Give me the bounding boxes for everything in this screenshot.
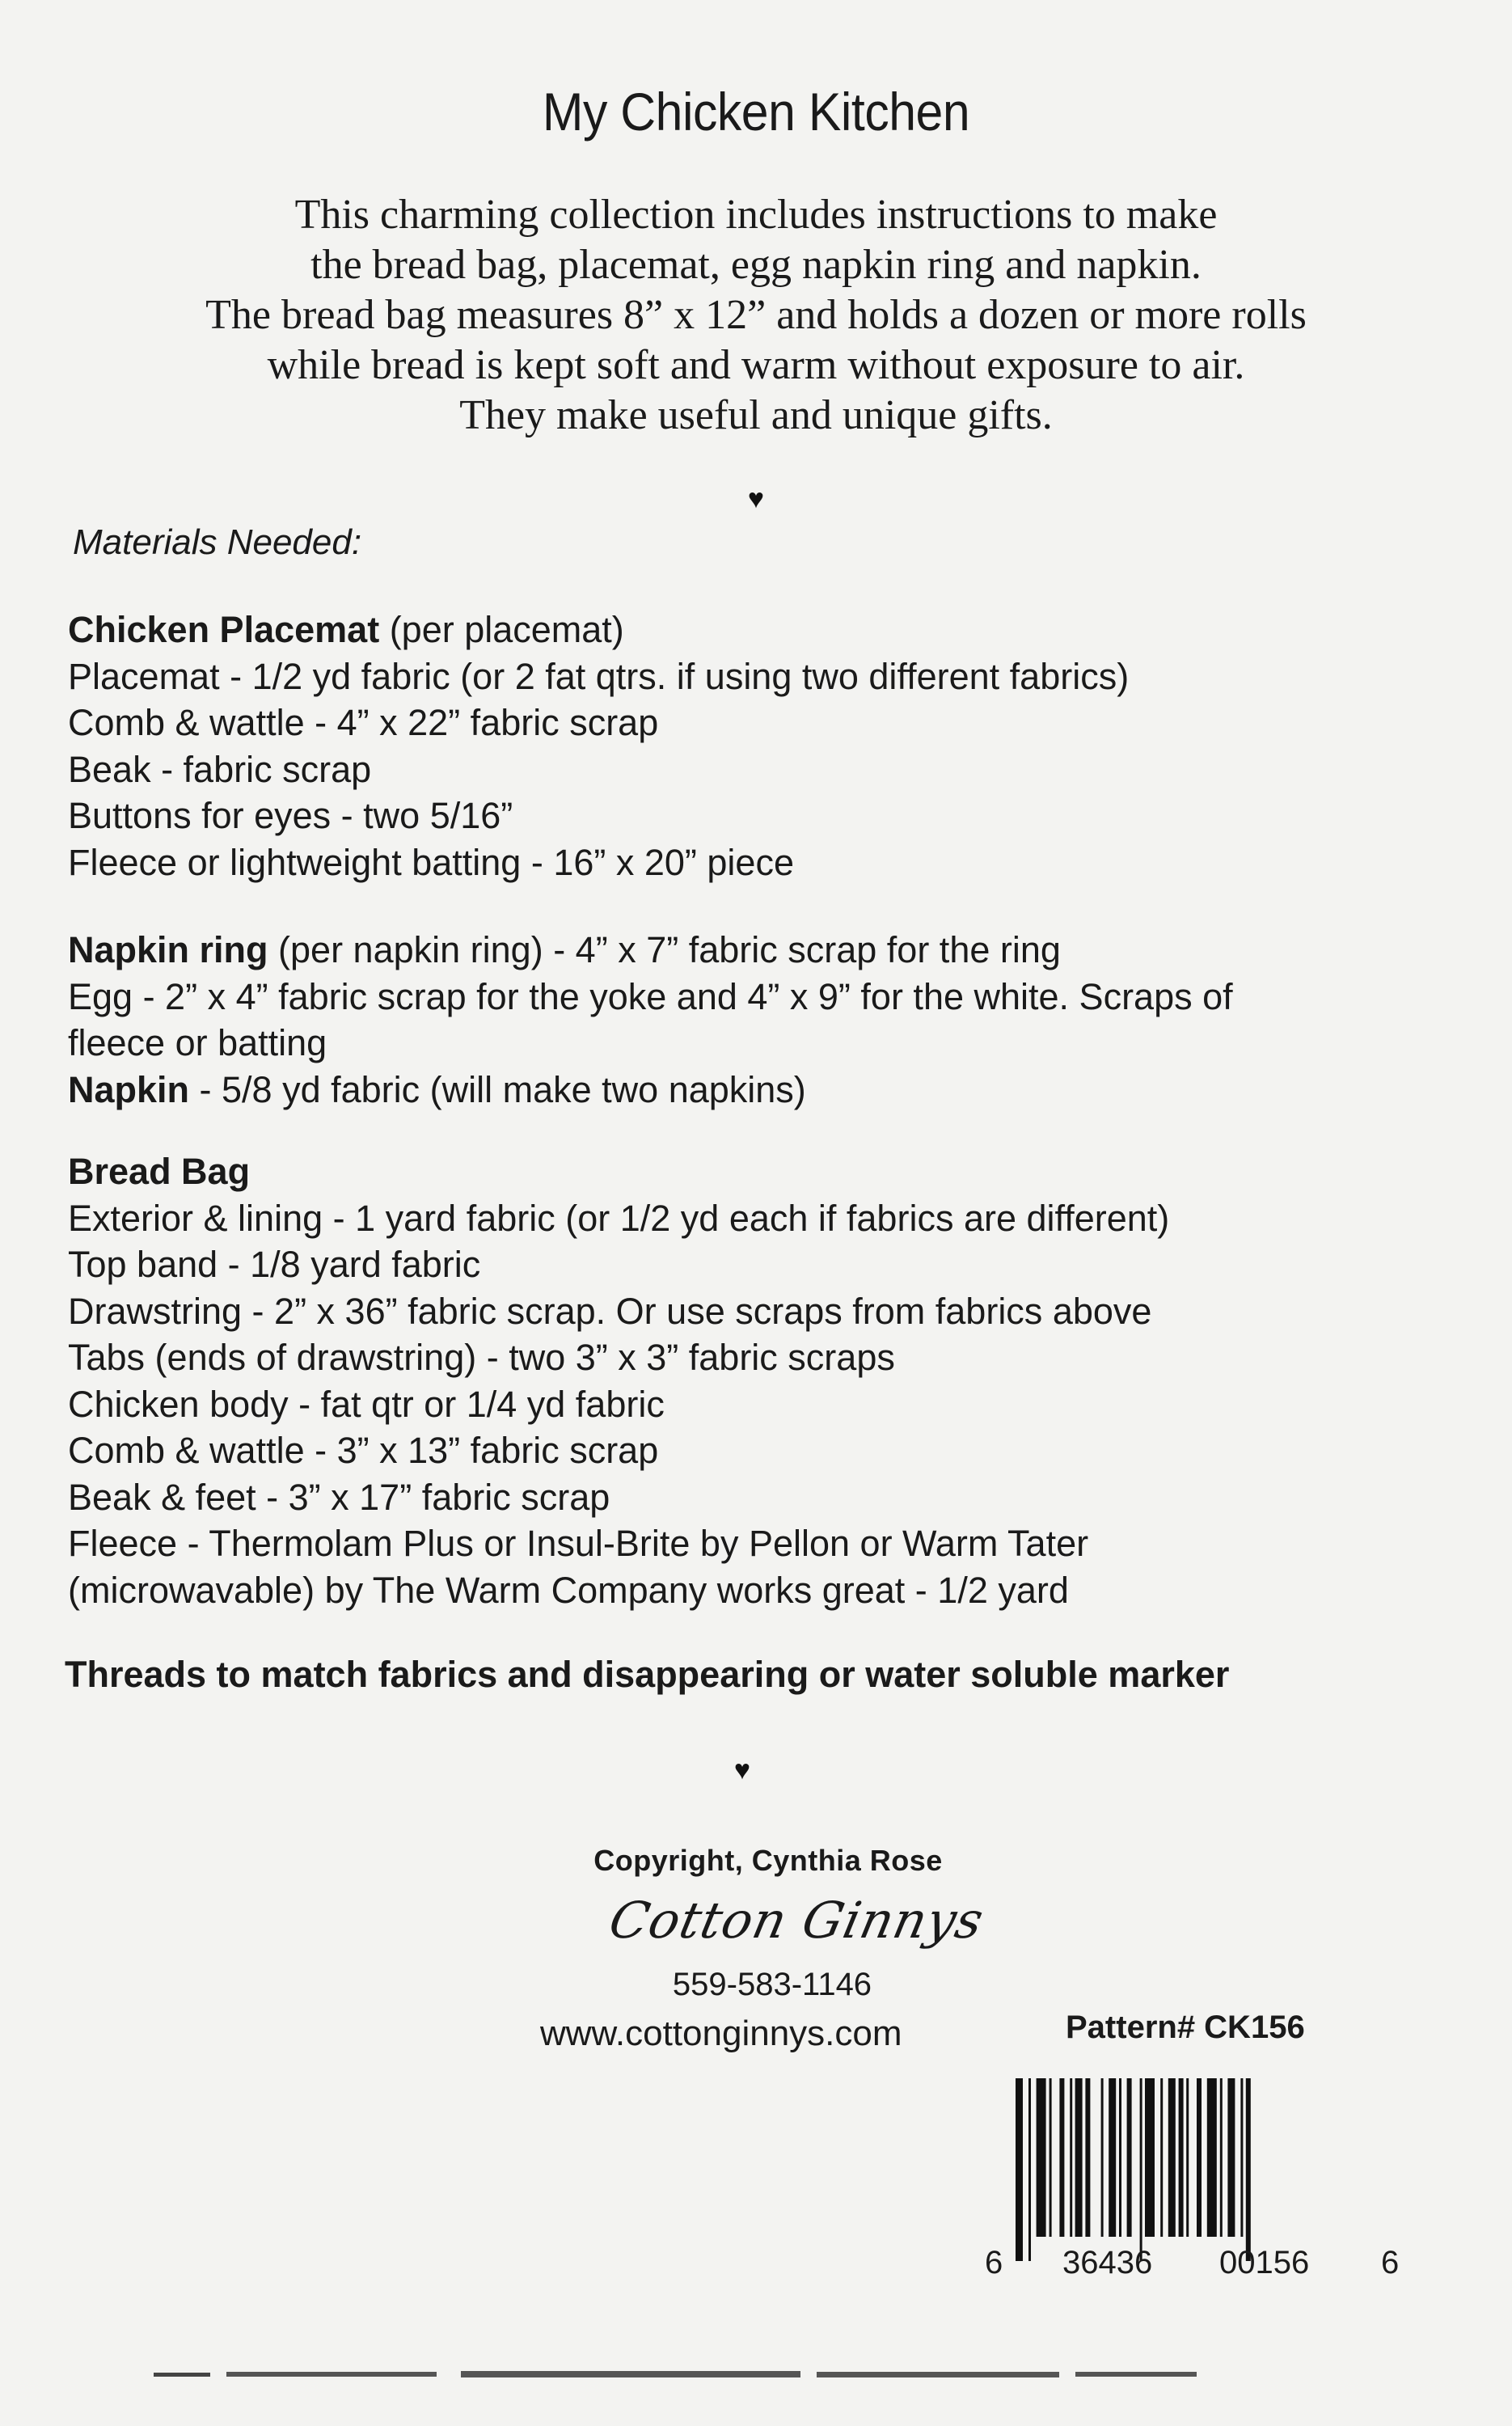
barcode-bar	[1119, 2078, 1121, 2237]
pattern-number: Pattern# CK156	[1066, 2010, 1305, 2045]
barcode-bar	[1109, 2078, 1116, 2237]
napkin-ring-heading: Napkin ring	[68, 929, 268, 970]
barcode-bar	[1016, 2078, 1023, 2261]
placemat-heading: Chicken Placemat	[68, 609, 380, 650]
barcode-bar	[1220, 2078, 1223, 2237]
list-item: Comb & wattle - 4” x 22” fabric scrap	[68, 702, 659, 743]
barcode-digit: 6	[1381, 2245, 1400, 2280]
threads-note: Threads to match fabrics and disappearing or water soluble marker	[65, 1654, 1230, 1695]
phone-number: 559-583-1146	[672, 1967, 872, 2002]
barcode-bar	[1240, 2078, 1243, 2237]
barcode-bar	[1028, 2078, 1031, 2261]
barcode-bar	[1140, 2078, 1142, 2261]
barcode-bar	[1059, 2078, 1064, 2237]
barcode-digit: 6	[985, 2245, 1003, 2280]
intro-line: They make useful and unique gifts.	[459, 392, 1053, 438]
list-item: Buttons for eyes - two 5/16”	[68, 795, 513, 836]
placemat-section	[68, 606, 1459, 885]
barcode-bar	[1227, 2078, 1235, 2237]
napkin-ring-section	[68, 927, 1329, 1113]
list-item: Fleece - Thermolam Plus or Insul-Brite by Pellon or Warm Tater	[68, 1523, 1089, 1564]
barcode-bar	[1207, 2078, 1217, 2237]
bleed-through-strip	[154, 2369, 1221, 2381]
barcode-bar	[1050, 2078, 1052, 2237]
barcode-bar	[1070, 2078, 1072, 2237]
intro-paragraph	[81, 190, 1431, 441]
intro-line: the bread bag, placemat, egg napkin ring and napkin.	[310, 242, 1202, 288]
barcode-bar	[1085, 2078, 1090, 2237]
placemat-heading-note: (per placemat)	[379, 609, 624, 650]
placemat-heading-line	[68, 606, 1459, 653]
intro-line: This charming collection includes instructions to make	[294, 192, 1218, 238]
barcode-bar	[1037, 2078, 1046, 2237]
barcode-bar	[1179, 2078, 1184, 2237]
heart-divider-icon: ♥	[733, 1755, 751, 1786]
website-link[interactable]: www.cottonginnys.com	[540, 2014, 902, 2053]
list-item: Tabs (ends of drawstring) - two 3” x 3” fabric scraps	[68, 1337, 895, 1378]
barcode-bar	[1075, 2078, 1083, 2237]
list-item: Fleece or lightweight batting - 16” x 20” piece	[68, 841, 794, 883]
materials-label: Materials Needed:	[73, 522, 362, 562]
barcode-icon	[1011, 2078, 1383, 2272]
heart-divider-icon: ♥	[747, 484, 765, 514]
barcode-bar	[1101, 2078, 1104, 2237]
list-item: Placemat - 1/2 yd fabric (or 2 fat qtrs. if using two different fabrics)	[68, 655, 1130, 697]
list-item: Beak & feet - 3” x 17” fabric scrap	[68, 1476, 610, 1518]
barcode-bar	[1168, 2078, 1176, 2237]
list-item: Egg - 2” x 4” fabric scrap for the yoke and 4” x 9” for the white. Scraps of fleece or batting	[68, 975, 1233, 1063]
list-item: Beak - fabric scrap	[68, 748, 372, 790]
napkin-ring-heading-note: (per napkin ring) - 4” x 7” fabric scrap for the ring	[268, 929, 1061, 970]
barcode-bar	[1186, 2078, 1189, 2237]
barcode-digit: 36436	[1062, 2245, 1153, 2280]
list-item: Comb & wattle - 3” x 13” fabric scrap	[68, 1430, 659, 1471]
napkin-heading: Napkin	[68, 1068, 190, 1110]
intro-line: The bread bag measures 8” x 12” and holds a dozen or more rolls	[205, 292, 1307, 338]
list-item: Drawstring - 2” x 36” fabric scrap. Or use scraps from fabrics above	[68, 1290, 1152, 1332]
bread-bag-section	[68, 1148, 1459, 1613]
napkin-note: - 5/8 yd fabric (will make two napkins)	[189, 1068, 806, 1110]
bread-bag-heading: Bread Bag	[68, 1151, 251, 1192]
list-item: Exterior & lining - 1 yard fabric (or 1/2 yd each if fabrics are different)	[68, 1197, 1170, 1239]
list-item: Chicken body - fat qtr or 1/4 yd fabric	[68, 1383, 665, 1425]
barcode-bar	[1127, 2078, 1132, 2237]
napkin-line	[68, 1067, 1329, 1114]
list-item: Top band - 1/8 yard fabric	[68, 1244, 481, 1285]
napkin-ring-heading-line	[68, 927, 1329, 974]
list-item: (microwavable) by The Warm Company works great - 1/2 yard	[68, 1569, 1069, 1611]
cotton-ginnys-logo: Cotton Ginnys	[604, 1891, 990, 1950]
page-title: My Chicken Kitchen	[542, 82, 970, 142]
barcode-digit: 00156	[1219, 2245, 1310, 2280]
barcode-bar	[1145, 2078, 1155, 2237]
barcode-bar	[1197, 2078, 1202, 2237]
barcode-bar	[1160, 2078, 1163, 2237]
copyright: Copyright, Cynthia Rose	[593, 1844, 943, 1877]
barcode-bar	[1246, 2078, 1251, 2261]
intro-line: while bread is kept soft and warm without exposure to air.	[267, 342, 1245, 388]
